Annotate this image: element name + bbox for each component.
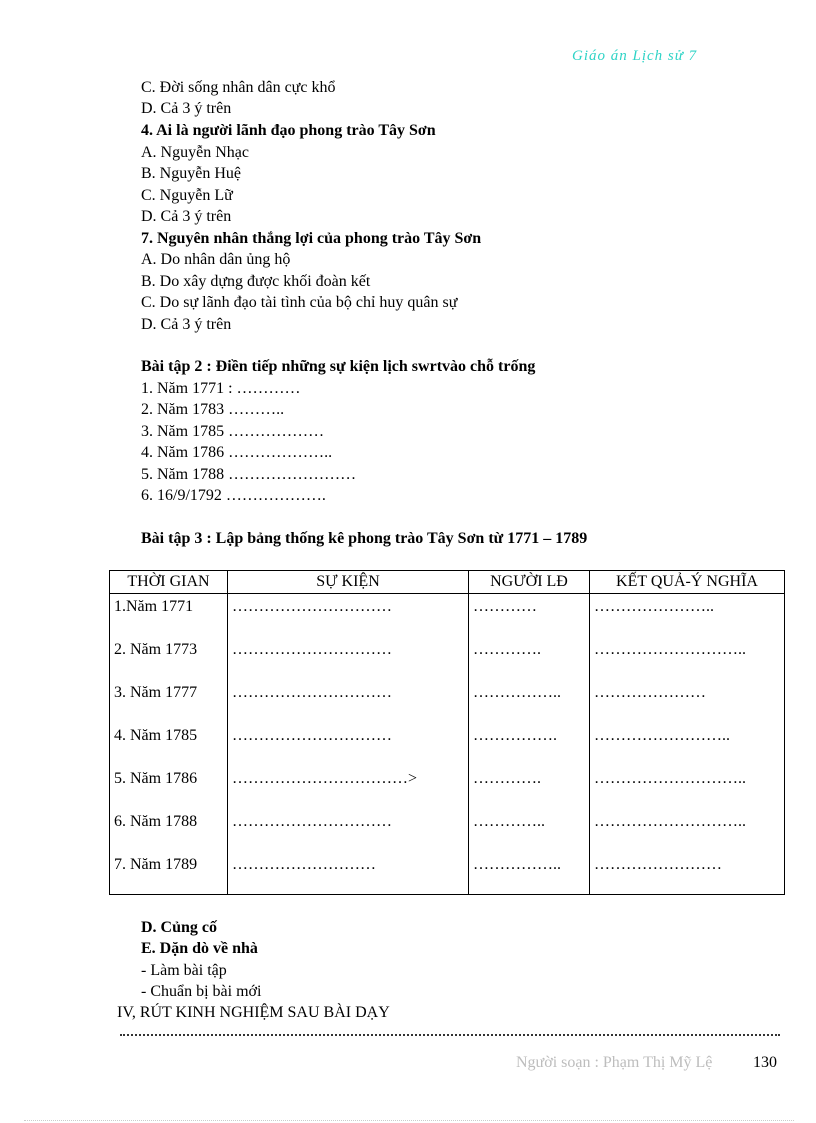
cell-leader: ……………. [469, 725, 590, 768]
option-d-top: D. Cả 3 ý trên [141, 100, 232, 117]
cell-time: 3. Năm 1777 [110, 682, 228, 725]
q4-option-d: D. Cả 3 ý trên [141, 208, 232, 225]
q7-option-a: A. Do nhân dân ủng hộ [141, 251, 291, 268]
cell-result: …………………… [590, 854, 785, 895]
table-row [110, 725, 785, 768]
cell-event: ………………………… [228, 594, 469, 640]
cell-time: 5. Năm 1786 [110, 768, 228, 811]
cell-time: 4. Năm 1785 [110, 725, 228, 768]
header-leader: NGƯỜI LĐ [469, 571, 590, 594]
header-result: KẾT QUẢ-Ý NGHĨA [590, 571, 785, 594]
cell-leader: ………….. [469, 811, 590, 854]
cell-result: ……………………….. [590, 639, 785, 682]
q7-option-c: C. Do sự lãnh đạo tài tình của bộ chỉ huy quân sự [141, 294, 458, 311]
cell-event: ……………………… [228, 854, 469, 895]
cell-leader: …………. [469, 639, 590, 682]
cell-result: ………………… [590, 682, 785, 725]
cell-leader: ………… [469, 594, 590, 640]
option-c-top: C. Đời sống nhân dân cực khổ [141, 79, 336, 96]
cell-event: ………………………… [228, 725, 469, 768]
cell-time: 1.Năm 1771 [110, 594, 228, 640]
cell-result: ……………………….. [590, 768, 785, 811]
header-time: THỜI GIAN [110, 571, 228, 594]
cell-event: ………………………… [228, 811, 469, 854]
cell-time: 2. Năm 1773 [110, 639, 228, 682]
ex2-item: 3. Năm 1785 ……………… [141, 423, 325, 440]
ex2-item: 4. Năm 1786 ……………….. [141, 444, 333, 461]
ex2-item: 2. Năm 1783 ……….. [141, 401, 285, 418]
page-bottom-border [24, 1120, 794, 1121]
table-row [110, 682, 785, 725]
section-iv-heading: IV, RÚT KINH NGHIỆM SAU BÀI DẠY [117, 1004, 390, 1021]
homework-item: - Chuẩn bị bài mới [141, 983, 262, 1000]
header-watermark: Giáo án Lịch sử 7 [572, 48, 698, 64]
ex2-item: 6. 16/9/1792 ………………. [141, 487, 326, 504]
cell-time: 6. Năm 1788 [110, 811, 228, 854]
statistics-table [109, 570, 785, 895]
ex2-item: 5. Năm 1788 …………………… [141, 466, 357, 483]
table-header-row [110, 571, 785, 594]
question-4-title: 4. Ai là người lãnh đạo phong trào Tây Sơn [141, 122, 436, 139]
cell-result: ………………….. [590, 594, 785, 640]
header-event: SỰ KIỆN [228, 571, 469, 594]
q4-option-c: C. Nguyễn Lữ [141, 187, 233, 204]
q4-option-b: B. Nguyễn Huệ [141, 165, 241, 182]
cell-leader: …………. [469, 768, 590, 811]
exercise-3-title: Bài tập 3 : Lập bảng thống kê phong trào Tây Sơn từ 1771 – 1789 [141, 530, 588, 547]
homework-item: - Làm bài tập [141, 962, 227, 979]
table-row [110, 854, 785, 895]
exercise-2-title: Bài tập 2 : Điền tiếp những sự kiện lịch swrtvào chỗ trống [141, 358, 536, 375]
cell-leader: …………….. [469, 682, 590, 725]
section-e-heading: E. Dặn dò về nhà [141, 940, 258, 957]
footer-author: Người soạn : Phạm Thị Mỹ Lệ [516, 1054, 713, 1071]
q7-option-b: B. Do xây dựng được khối đoàn kết [141, 273, 371, 290]
q4-option-a: A. Nguyễn Nhạc [141, 144, 249, 161]
cell-time: 7. Năm 1789 [110, 854, 228, 895]
question-7-title: 7. Nguyên nhân thắng lợi của phong trào Tây Sơn [141, 230, 482, 247]
cell-event: ………………………… [228, 682, 469, 725]
cell-event: ……………………………> [228, 768, 469, 811]
dotted-answer-line [120, 1034, 780, 1036]
cell-leader: …………….. [469, 854, 590, 895]
cell-result: ……………………….. [590, 811, 785, 854]
ex2-item: 1. Năm 1771 : ………… [141, 380, 301, 397]
cell-event: ………………………… [228, 639, 469, 682]
cell-result: …………………….. [590, 725, 785, 768]
section-d-heading: D. Củng cố [141, 919, 218, 936]
page-number: 130 [753, 1054, 777, 1071]
table-row [110, 639, 785, 682]
q7-option-d: D. Cả 3 ý trên [141, 316, 232, 333]
table-row [110, 594, 785, 640]
table-row [110, 811, 785, 854]
table-row [110, 768, 785, 811]
